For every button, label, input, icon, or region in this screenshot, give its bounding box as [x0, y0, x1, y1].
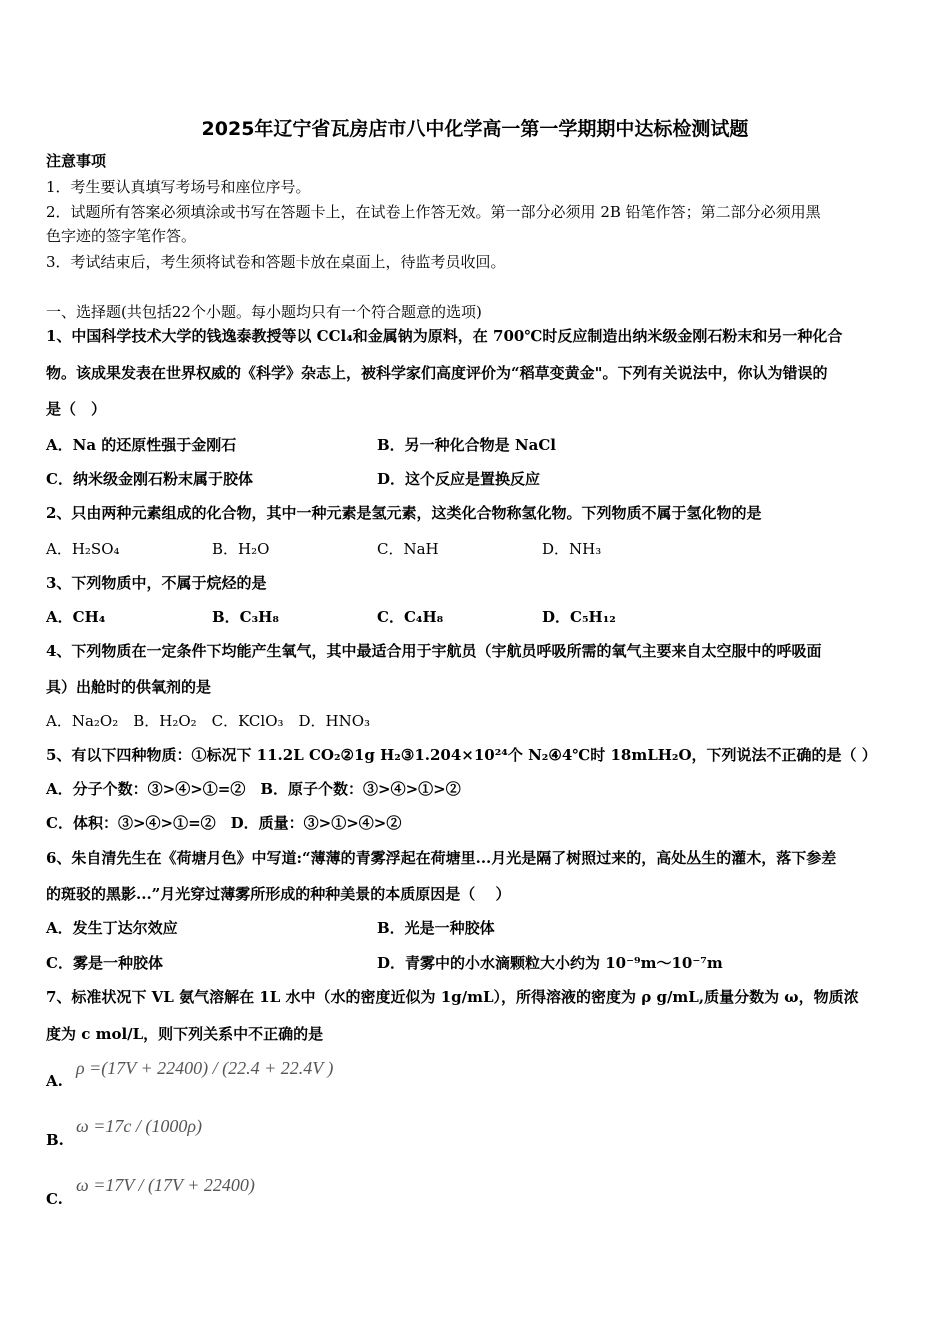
- option-a: A．H₂SO₄: [46, 540, 120, 558]
- option-a-label: A.: [46, 1072, 63, 1090]
- section-heading: 一、选择题(共包括22个小题。每小题均只有一个符合题意的选项): [46, 303, 482, 321]
- option-d: D．C₅H₁₂: [542, 608, 616, 626]
- option-d: D．这个反应是置换反应: [377, 470, 541, 488]
- option-c: C．NaH: [377, 540, 439, 558]
- question-2-text: 2、只由两种元素组成的化合物，其中一种元素是氢元素，这类化合物称氢化物。下列物质不属于氢化物的是: [46, 504, 762, 522]
- options-row: C．体积：③>④>①=② D．质量：③>①>④>②: [46, 814, 402, 832]
- question-1-text: 1、中国科学技术大学的钱逸泰教授等以 CCl₄和金属钠为原料，在 700℃时反应制造出纳米级金刚石粉末和另一种化合: [46, 327, 843, 345]
- question-6-text: 的斑驳的黑影...”月光穿过薄雾所形成的种种美景的本质原因是（ ）: [46, 885, 511, 903]
- option-d: D．NH₃: [542, 540, 602, 558]
- option-c: C．纳米级金刚石粉末属于胶体: [46, 470, 253, 488]
- option-b: B．另一种化合物是 NaCl: [377, 436, 556, 454]
- question-1-text: 是（ ）: [46, 400, 107, 418]
- question-5-text: 5、有以下四种物质：①标况下 11.2L CO₂②1g H₂③1.204×10²⁴个 N₂④4℃时 18mLH₂O，下列说法不正确的是（ ）: [46, 746, 877, 764]
- option-b: B．光是一种胶体: [377, 919, 495, 937]
- notice-item: 色字迹的签字笔作答。: [46, 227, 197, 245]
- options-row: A．分子个数：③>④>①=② B．原子个数：③>④>①>②: [46, 780, 461, 798]
- page-title: 2025年辽宁省瓦房店市八中化学高一第一学期期中达标检测试题: [201, 118, 749, 140]
- question-7-text: 度为 c mol/L，则下列关系中不正确的是: [46, 1025, 324, 1043]
- notice-item: 3．考试结束后，考生须将试卷和答题卡放在桌面上，待监考员收回。: [46, 253, 506, 271]
- notice-item: 1．考生要认真填写考场号和座位序号。: [46, 178, 311, 196]
- question-4-text: 具）出舱时的供氧剂的是: [46, 678, 212, 696]
- option-b: B．C₃H₈: [212, 608, 279, 626]
- option-a: A．发生丁达尔效应: [46, 919, 178, 937]
- option-c-formula: ω =17V / (17V + 22400): [76, 1175, 255, 1195]
- options-row: A．Na₂O₂ B．H₂O₂ C．KClO₃ D．HNO₃: [46, 712, 371, 730]
- question-6-text: 6、朱自清先生在《荷塘月色》中写道:“薄薄的青雾浮起在荷塘里...月光是隔了树照过来的，高处丛生的灌木，落下参差: [46, 849, 837, 867]
- option-b-label: B.: [46, 1131, 64, 1149]
- option-c: C．C₄H₈: [377, 608, 444, 626]
- option-c: C．雾是一种胶体: [46, 954, 163, 972]
- question-3-text: 3、下列物质中，不属于烷烃的是: [46, 574, 267, 592]
- option-c-label: C.: [46, 1190, 63, 1208]
- option-a: A．CH₄: [46, 608, 106, 626]
- option-d: D．青雾中的小水滴颗粒大小约为 10⁻⁹m～10⁻⁷m: [377, 954, 723, 972]
- notice-item: 2．试题所有答案必须填涂或书写在答题卡上，在试卷上作答无效。第一部分必须用 2B 铅笔作答；第二部分必须用黑: [46, 203, 821, 221]
- notice-heading: 注意事项: [46, 152, 107, 170]
- option-a-formula: ρ =(17V + 22400) / (22.4 + 22.4V ): [76, 1058, 334, 1078]
- question-1-text: 物。该成果发表在世界权威的《科学》杂志上，被科学家们高度评价为“稻草变黄金"。下列有关说法中，你认为错误的: [46, 364, 828, 382]
- option-a: A．Na 的还原性强于金刚石: [46, 436, 237, 454]
- question-4-text: 4、下列物质在一定条件下均能产生氧气，其中最适合用于宇航员（宇航员呼吸所需的氧气主要来自太空服中的呼吸面: [46, 642, 822, 660]
- option-b-formula: ω =17c / (1000ρ): [76, 1116, 202, 1136]
- option-b: B．H₂O: [212, 540, 270, 558]
- question-7-text: 7、标准状况下 VL 氨气溶解在 1L 水中（水的密度近似为 1g/mL），所得溶液的密度为 ρ g/mL,质量分数为 ω，物质浓: [46, 988, 859, 1006]
